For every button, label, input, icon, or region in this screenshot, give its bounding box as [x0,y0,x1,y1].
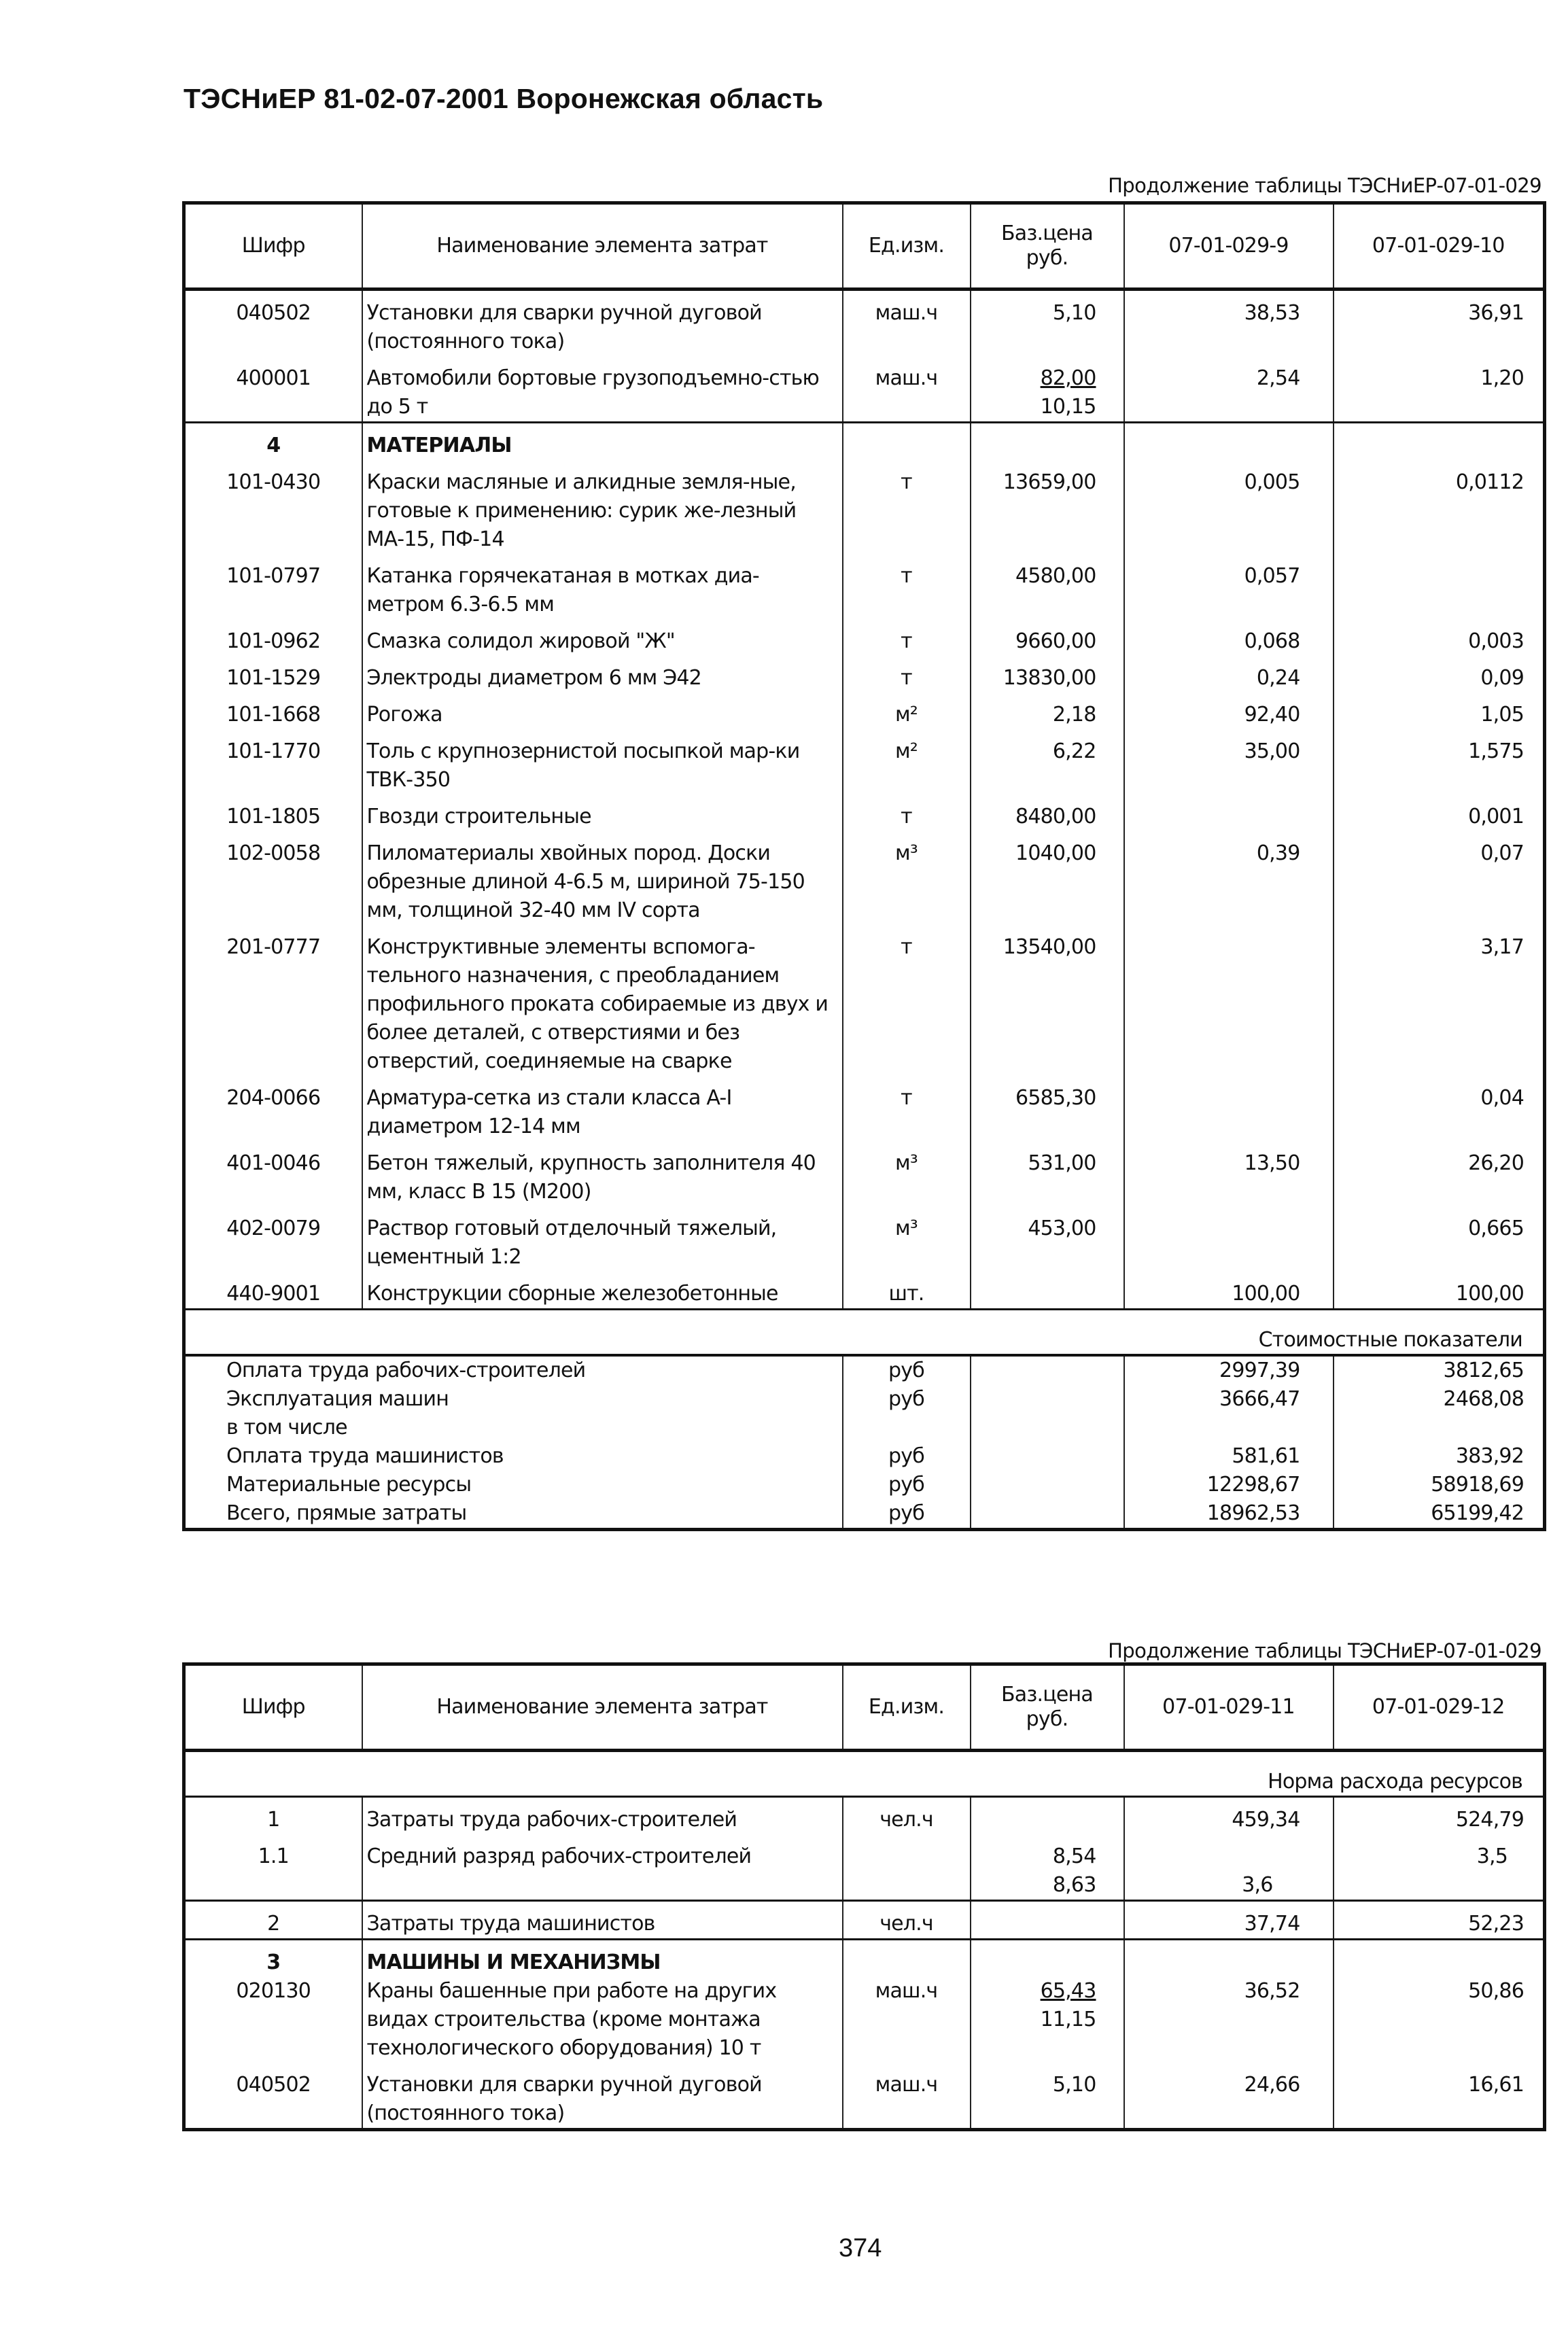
cell-value-1: 0,068 [1124,619,1334,656]
price-line-2: 8,63 [1052,1873,1096,1897]
cell-price: 13540,00 [971,925,1124,1076]
cell-value-1 [1124,1206,1334,1272]
cell-name: Гвозди строительные [362,794,843,831]
price-current: 82,00 [1040,366,1096,390]
cell-value-1: 0,005 [1124,460,1334,554]
section-row-materials [184,423,1545,461]
material-row [184,656,1545,693]
cell-value-1: 38,53 [1124,290,1334,357]
summary-unit: руб [843,1499,971,1530]
cell-value-2: 0,07 [1334,831,1545,925]
cell-value-1: 35,00 [1124,729,1334,794]
cell-price [971,1977,1124,2063]
cell-name: Бетон тяжелый, крупность заполнителя 40 мм, класс В 15 (М200) [362,1141,843,1206]
header-col-029-10: 07-01-029-10 [1334,203,1545,290]
summary-price [971,1442,1124,1471]
summary-value-2: 2468,08 [1334,1385,1545,1414]
norm-band-row [184,1751,1545,1797]
material-row [184,729,1545,794]
cell-unit: т [843,1076,971,1141]
cell-value-2: 26,20 [1334,1141,1545,1206]
table-row [184,1834,1545,1901]
cell-value-1: 24,66 [1124,2063,1334,2130]
cell-unit: т [843,554,971,619]
cell-value-1: 0,39 [1124,831,1334,925]
header-code: Шифр [184,1664,362,1751]
cell-value-2: 100,00 [1334,1272,1545,1310]
cell-price: 1040,00 [971,831,1124,925]
value-line-2: 3,6 [1242,1873,1273,1897]
summary-value-2: 65199,42 [1334,1499,1545,1530]
cell-price: 13659,00 [971,460,1124,554]
table-header-row [184,203,1545,290]
summary-value-2 [1334,1414,1545,1442]
value-line-1 [1132,1842,1300,1871]
cell-name: Смазка солидол жировой "Ж" [362,619,843,656]
material-row [184,1206,1545,1272]
cell-name: Толь с крупнозернистой посыпкой мар-ки ТВК-350 [362,729,843,794]
summary-row [184,1355,1545,1385]
cell-code: 101-1805 [184,794,362,831]
material-row [184,693,1545,729]
cell-code: 020130 [184,1977,362,2063]
header-col-029-9: 07-01-029-9 [1124,203,1334,290]
cell-value-1: 92,40 [1124,693,1334,729]
header-name: Наименование элемента затрат [362,1664,843,1751]
cell-value-2: 1,575 [1334,729,1545,794]
cell-unit: м² [843,729,971,794]
summary-value-2: 58918,69 [1334,1471,1545,1499]
cell-value-1 [1124,1076,1334,1141]
norm-band-label: Норма расхода ресурсов [1268,1770,1522,1794]
cell-unit [843,1834,971,1901]
cell-value-1 [1124,1834,1334,1901]
section-row-machines [184,1940,1545,1978]
summary-value-1: 3666,47 [1124,1385,1334,1414]
header-unit: Ед.изм. [843,1664,971,1751]
cell-value-2: 16,61 [1334,2063,1545,2130]
table-row [184,1797,1545,1835]
cell-value-1: 0,057 [1124,554,1334,619]
cell-value-2: 1,05 [1334,693,1545,729]
cell-value-2 [1334,1834,1545,1901]
cell-name: Конструктивные элементы вспомога-тельного назначения, с преобладанием профильного проката собираемые из двух и более деталей, с отверстиями и без отверстий, соединяемые на сварке [362,925,843,1076]
cell-price: 9660,00 [971,619,1124,656]
cell-name: Катанка горячекатаная в мотках диа-метром 6.3-6.5 мм [362,554,843,619]
cell-name: Краски масляные и алкидные земля-ные, готовые к применению: сурик же-лезный МА-15, ПФ-14 [362,460,843,554]
cell-code: 1.1 [184,1834,362,1901]
price-labor: 10,15 [1040,395,1096,419]
section-name: МАШИНЫ И МЕХАНИЗМЫ [362,1940,843,1978]
summary-label: в том числе [184,1414,843,1442]
cell-value-2: 52,23 [1334,1901,1545,1940]
summary-unit: руб [843,1385,971,1414]
cell-code: 2 [184,1901,362,1940]
value-grade: 3,5 [1476,1845,1508,1868]
cell-unit: м³ [843,1141,971,1206]
cell-price: 4580,00 [971,554,1124,619]
cell-code: 402-0079 [184,1206,362,1272]
cell-value-2: 50,86 [1334,1977,1545,2063]
cell-price: 5,10 [971,2063,1124,2130]
summary-value-1 [1124,1414,1334,1442]
material-row [184,619,1545,656]
summary-unit: руб [843,1355,971,1385]
material-row [184,1272,1545,1310]
cell-code: 204-0066 [184,1076,362,1141]
cell-price: 453,00 [971,1206,1124,1272]
summary-unit [843,1414,971,1442]
header-unit: Ед.изм. [843,203,971,290]
header-price: Баз.цена руб. [971,203,1124,290]
cell-value-1: 36,52 [1124,1977,1334,2063]
cell-value-1 [1124,794,1334,831]
cell-price: 5,10 [971,290,1124,357]
cell-value-2: 0,001 [1334,794,1545,831]
summary-row [184,1442,1545,1471]
header-code: Шифр [184,203,362,290]
cell-value-2: 0,665 [1334,1206,1545,1272]
cell-unit: маш.ч [843,2063,971,2130]
table-continuation-caption: Продолжение таблицы ТЭСНиЕР-07-01-029 [1108,174,1541,197]
header-name: Наименование элемента затрат [362,203,843,290]
cell-price [971,356,1124,423]
cell-value-2: 36,91 [1334,290,1545,357]
material-row [184,554,1545,619]
cell-value-2: 0,0112 [1334,460,1545,554]
cell-price: 2,18 [971,693,1124,729]
summary-value-1: 12298,67 [1124,1471,1334,1499]
cell-name: Пиломатериалы хвойных пород. Доски обрезные длиной 4-6.5 м, шириной 75-150 мм, толщиной 32-40 мм IV сорта [362,831,843,925]
cell-name: Краны башенные при работе на других видах строительства (кроме монтажа технологического оборудования) 10 т [362,1977,843,2063]
cell-price [971,1797,1124,1835]
cell-price [971,1901,1124,1940]
cell-value-2 [1334,554,1545,619]
section-name: МАТЕРИАЛЫ [362,423,843,461]
table-continuation-caption-2: Продолжение таблицы ТЭСНиЕР-07-01-029 [1108,1639,1541,1662]
cell-price: 531,00 [971,1141,1124,1206]
price-current: 65,43 [1040,1979,1096,2003]
cell-price [971,1834,1124,1901]
cell-code: 101-0797 [184,554,362,619]
cell-price: 6,22 [971,729,1124,794]
table-row [184,1977,1545,2063]
cell-value-1: 37,74 [1124,1901,1334,1940]
cell-unit: т [843,925,971,1076]
cost-band-row [184,1310,1545,1356]
cell-value-2: 0,04 [1334,1076,1545,1141]
cell-code: 101-0430 [184,460,362,554]
summary-price [971,1355,1124,1385]
table-header-row [184,1664,1545,1751]
summary-value-1: 18962,53 [1124,1499,1334,1530]
cell-unit: м² [843,693,971,729]
cell-code: 101-1529 [184,656,362,693]
summary-price [971,1499,1124,1530]
summary-label: Оплата труда рабочих-строителей [184,1355,843,1385]
cell-unit: т [843,656,971,693]
cell-price: 13830,00 [971,656,1124,693]
cell-unit: чел.ч [843,1797,971,1835]
cell-unit: м³ [843,831,971,925]
cell-name: Электроды диаметром 6 мм Э42 [362,656,843,693]
cell-price: 8480,00 [971,794,1124,831]
section-code: 3 [184,1940,362,1978]
cell-name: Рогожа [362,693,843,729]
cell-name: Автомобили бортовые грузоподъемно-стью до 5 т [362,356,843,423]
cell-name: Затраты труда рабочих-строителей [362,1797,843,1835]
material-row [184,1076,1545,1141]
materials-list [184,460,1545,1310]
cell-code: 102-0058 [184,831,362,925]
summary-price [971,1414,1124,1442]
cell-value-1: 2,54 [1124,356,1334,423]
cell-code: 440-9001 [184,1272,362,1310]
summary-price [971,1385,1124,1414]
cell-name: Конструкции сборные железобетонные [362,1272,843,1310]
cell-code: 101-1770 [184,729,362,794]
cell-value-2: 0,09 [1334,656,1545,693]
cell-value-1: 100,00 [1124,1272,1334,1310]
cell-value-1 [1124,925,1334,1076]
header-col-029-12: 07-01-029-12 [1334,1664,1545,1751]
cell-unit: маш.ч [843,290,971,357]
cell-code: 040502 [184,2063,362,2130]
cell-code: 040502 [184,290,362,357]
cell-name: Арматура-сетка из стали класса A-I диаметром 12-14 мм [362,1076,843,1141]
summary-unit: руб [843,1442,971,1471]
summary-row [184,1471,1545,1499]
material-row [184,794,1545,831]
cell-value-2: 1,20 [1334,356,1545,423]
cell-unit: т [843,794,971,831]
material-row [184,460,1545,554]
summary-price [971,1471,1124,1499]
table-row [184,1901,1545,1940]
cost-band-label: Стоимостные показатели [184,1310,1545,1356]
cell-name: Установки для сварки ручной дуговой (постоянного тока) [362,2063,843,2130]
table-row [184,356,1545,423]
summary-row [184,1414,1545,1442]
summary-row [184,1499,1545,1530]
price-line-1: 8,54 [1052,1845,1096,1868]
summary-label: Всего, прямые затраты [184,1499,843,1530]
table-row [184,290,1545,357]
cell-code: 101-1668 [184,693,362,729]
header-price: Баз.цена руб. [971,1664,1124,1751]
cell-code: 400001 [184,356,362,423]
material-row [184,925,1545,1076]
price-labor: 11,15 [1040,2008,1096,2031]
cell-code: 201-0777 [184,925,362,1076]
cell-price [971,1272,1124,1310]
cell-unit: т [843,619,971,656]
cell-price: 6585,30 [971,1076,1124,1141]
header-col-029-11: 07-01-029-11 [1124,1664,1334,1751]
cell-value-1: 459,34 [1124,1797,1334,1835]
summary-label: Оплата труда машинистов [184,1442,843,1471]
section-code: 4 [184,423,362,461]
cell-name: Установки для сварки ручной дуговой (постоянного тока) [362,290,843,357]
resource-table-2 [182,1662,1546,2131]
cell-value-2: 3,17 [1334,925,1545,1076]
cell-name: Раствор готовый отделочный тяжелый, цементный 1:2 [362,1206,843,1272]
summary-label: Эксплуатация машин [184,1385,843,1414]
resource-table-1 [182,201,1546,1531]
material-row [184,1141,1545,1206]
summary-row [184,1385,1545,1414]
cell-value-1: 13,50 [1124,1141,1334,1206]
page-number: 374 [839,2234,882,2262]
cell-unit: маш.ч [843,356,971,423]
cell-name: Средний разряд рабочих-строителей [362,1834,843,1901]
page-title: ТЭСНиЕР 81-02-07-2001 Воронежская область [184,83,824,114]
cell-value-2: 0,003 [1334,619,1545,656]
summary-unit: руб [843,1471,971,1499]
material-row [184,831,1545,925]
summary-list [184,1355,1545,1530]
summary-value-1: 2997,39 [1124,1355,1334,1385]
cell-value-2: 524,79 [1334,1797,1545,1835]
cell-unit: чел.ч [843,1901,971,1940]
cell-unit: т [843,460,971,554]
cell-code: 101-0962 [184,619,362,656]
cell-unit: м³ [843,1206,971,1272]
cell-name: Затраты труда машинистов [362,1901,843,1940]
cell-code: 401-0046 [184,1141,362,1206]
cell-unit: маш.ч [843,1977,971,2063]
cell-unit: шт. [843,1272,971,1310]
summary-label: Материальные ресурсы [184,1471,843,1499]
summary-value-2: 3812,65 [1334,1355,1545,1385]
summary-value-1: 581,61 [1124,1442,1334,1471]
table-row [184,2063,1545,2130]
cell-code: 1 [184,1797,362,1835]
cell-value-1: 0,24 [1124,656,1334,693]
summary-value-2: 383,92 [1334,1442,1545,1471]
